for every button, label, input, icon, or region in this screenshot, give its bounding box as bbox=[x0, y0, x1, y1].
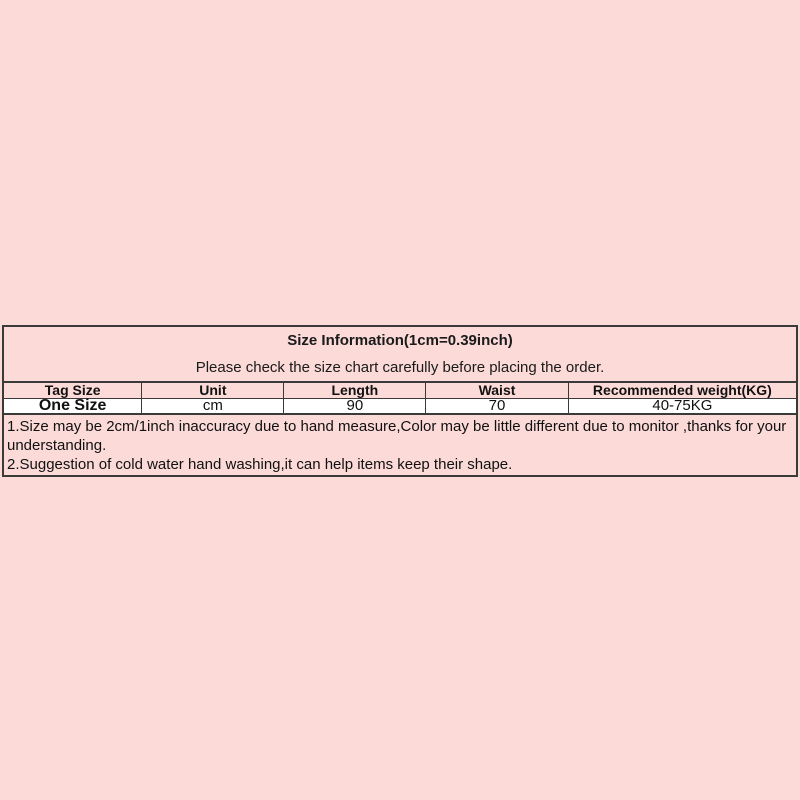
note-washing-suggestion: 2.Suggestion of cold water hand washing,it can help items keep their shape. bbox=[7, 456, 513, 473]
title-area bbox=[4, 327, 796, 381]
size-info-panel bbox=[2, 325, 798, 477]
notes-area bbox=[4, 415, 796, 475]
col-header-waist: Waist bbox=[426, 382, 569, 399]
size-info-title: Size Information(1cm=0.39inch) bbox=[287, 332, 513, 349]
size-chart-table bbox=[4, 381, 796, 415]
table-row bbox=[4, 399, 796, 415]
cell-waist: 70 bbox=[426, 399, 569, 415]
col-header-length: Length bbox=[284, 382, 426, 399]
col-header-tag-size: Tag Size bbox=[4, 382, 142, 399]
cell-recommended-weight: 40-75KG bbox=[568, 399, 796, 415]
cell-unit: cm bbox=[142, 399, 284, 415]
col-header-unit: Unit bbox=[142, 382, 284, 399]
col-header-recommended-weight: Recommended weight(KG) bbox=[568, 382, 796, 399]
size-info-subtitle: Please check the size chart carefully before placing the order. bbox=[195, 359, 605, 376]
cell-length: 90 bbox=[284, 399, 426, 415]
note-measure-disclaimer: 1.Size may be 2cm/1inch inaccuracy due to hand measure,Color may be little different due to monitor ,thanks for your understanding. bbox=[7, 418, 787, 454]
cell-tag-size: One Size bbox=[4, 399, 142, 415]
